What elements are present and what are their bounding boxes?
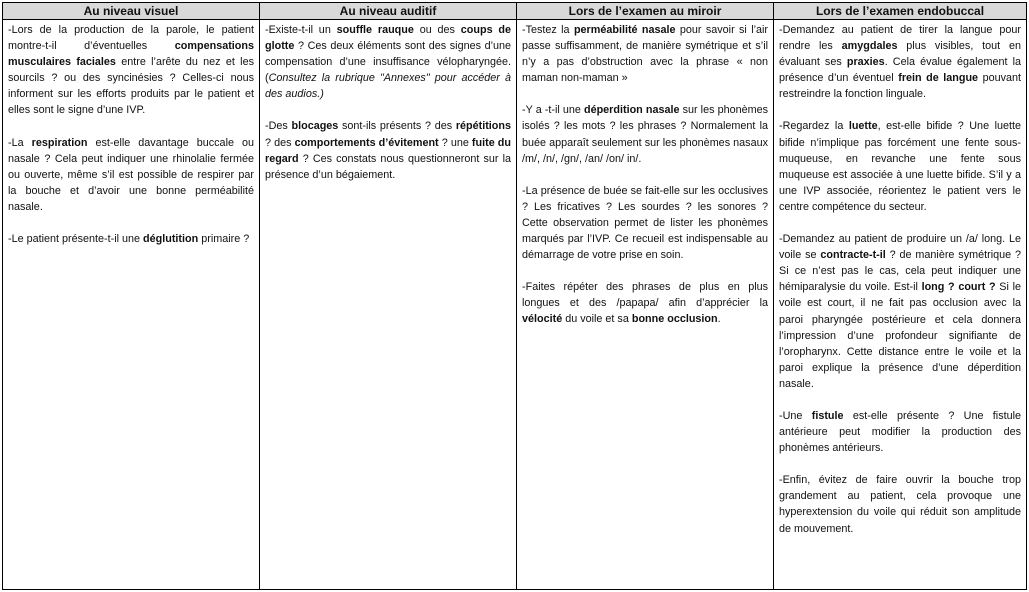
text-run: plus visibles, tout en évaluant ses: [779, 40, 1021, 69]
header-auditory: Au niveau auditif: [260, 3, 517, 20]
bold-term: bonne occlusion: [631, 313, 718, 326]
cell-paragraph: [265, 22, 511, 102]
text-run: Consultez la rubrique "Annexes" pour accéder à des audios.): [265, 72, 511, 101]
cell-paragraph: [265, 118, 511, 182]
bold-term: luette: [848, 120, 878, 133]
text-run: -Demandez au patient de produire un /a/ long. Le voile se: [779, 233, 1021, 262]
bold-term: compensations musculaires faciales: [8, 40, 254, 69]
text-run: -La: [8, 136, 32, 149]
text-run: -Des: [265, 120, 292, 133]
cell-oral-exam: [774, 20, 1027, 590]
cell-paragraph: [522, 22, 768, 86]
cell-paragraph: [522, 102, 768, 166]
cell-auditory: [260, 20, 517, 590]
bold-term: souffle rauque: [336, 24, 414, 36]
bold-term: vélocité: [522, 313, 563, 326]
cell-paragraph: [779, 408, 1021, 456]
cell-paragraph: [522, 183, 768, 263]
bold-term: déglutition: [143, 233, 199, 246]
text-run: ? Ces deux éléments sont des signes d’une compensation d’une insuffisance vélopharyngée. (: [265, 40, 511, 85]
cell-paragraph: [8, 135, 254, 215]
text-run: -Une: [779, 409, 812, 422]
text-run: ? une: [438, 136, 472, 149]
bold-term: coups de glotte: [265, 24, 512, 53]
bold-term: blocages: [291, 120, 339, 133]
header-oral-exam: Lors de l’examen endobuccal: [774, 3, 1027, 20]
bold-term: perméabilité nasale: [573, 24, 676, 36]
text-run: ? Ces constats nous questionneront sur la présence d’un bégaiement.: [265, 152, 511, 181]
text-run: ? de manière symétrique ? Si ce n’est pas le cas, cela peut indiquer une hémiparalysie du voile. Est-il: [779, 249, 1022, 294]
text-run: . Cela évalue également la présence d’un éventuel: [779, 56, 1021, 85]
bold-term: fuite du regard: [265, 136, 511, 165]
bold-term: respiration: [31, 136, 88, 149]
text-run: ? des: [265, 136, 295, 149]
text-run: pour savoir si l’air passe suffisamment, de manière symétrique et s’il n’y a pas d’obstruction avec la phrase « non maman non-maman »: [522, 24, 768, 85]
text-run: primaire ?: [198, 233, 250, 246]
cell-paragraph: [779, 118, 1021, 215]
text-run: est-elle présente ? Une fistule antérieure peut modifier la production des phonèmes antérieurs.: [779, 409, 1021, 455]
text-run: est-elle davantage buccale ou nasale ? Cela peut indiquer une rhinolalie fermée ou ouverte, même s’il est possible de respirer par la bouche et d’avoir une bonne perméabilité nasale.: [8, 136, 254, 213]
cell-mirror-exam: [517, 20, 774, 590]
content-row: [3, 20, 1027, 590]
cell-visual: [3, 20, 260, 590]
cell-paragraph: [522, 279, 768, 327]
text-run: -Faites répéter des phrases de plus en plus longues et des /papapa/ afin d’apprécier la: [522, 281, 768, 310]
text-run: -Enfin, évitez de faire ouvrir la bouche trop grandement au patient, cela provoque une hyperextension du voile qui réduit son amplitude de mouvement.: [779, 474, 1021, 535]
text-run: -Regardez la: [779, 120, 849, 133]
text-run: pouvant restreindre la fonction linguale.: [779, 72, 1022, 101]
cell-paragraph: [8, 231, 254, 247]
bold-term: amygdales: [841, 40, 898, 53]
cell-paragraph: [779, 472, 1021, 536]
text-run: -Lors de la production de la parole, le patient montre-t-il d’éventuelles: [8, 24, 254, 53]
cell-paragraph: [8, 22, 254, 119]
bold-term: comportements d’évitement: [294, 136, 439, 149]
text-run: -Existe-t-il un: [265, 24, 337, 36]
text-run: -La présence de buée se fait-elle sur les occlusives ? Les fricatives ? Les sourdes ? les sonores ? Cette observation permet de lister les phonèmes marqués par l’IVP. Ce recueil est indispensable au démarrage de votre prise en soin.: [522, 184, 768, 262]
header-row: [3, 3, 1027, 20]
text-run: -Y a -t-il une: [522, 104, 584, 117]
text-run: du voile et sa: [562, 313, 632, 326]
text-run: -Le patient présente-t-il une: [8, 233, 144, 246]
text-run: -Demandez au patient de tirer la langue pour rendre les: [779, 24, 1021, 53]
bold-term: frein de langue: [898, 72, 979, 85]
text-run: sur les phonèmes isolés ? les mots ? les phrases ? Normalement la buée apparaît seulement sur les phonèmes nasaux /m/, /n/, /gn/, /an/ /on/ in/.: [522, 104, 768, 165]
bold-term: répétitions: [455, 120, 512, 133]
text-run: Si le voile est court, il ne fait pas occlusion avec la paroi pharyngée postérieure et cela donnera l’impression d’une profondeur signifiante de l’oropharynx. Cette distance entre le voile et la paroi explique la présence d’une déperdition nasale.: [779, 281, 1021, 390]
text-run: ou des: [413, 24, 461, 36]
text-run: -Testez la: [522, 24, 574, 36]
cell-paragraph: [779, 231, 1021, 392]
bold-term: déperdition nasale: [583, 104, 680, 117]
bold-term: long ? court ?: [921, 281, 996, 294]
bold-term: praxies: [846, 56, 885, 69]
bold-term: fistule: [811, 409, 844, 422]
cell-paragraph: [779, 22, 1021, 102]
header-mirror-exam: Lors de l’examen au miroir: [517, 3, 774, 20]
bold-term: contracte-t-il: [820, 249, 886, 262]
assessment-table: [2, 2, 1027, 590]
text-run: entre l’arête du nez et les sourcils ? ou des syncinésies ? Celles-ci nous informent sur les efforts produits par le patient et elles sont le signe d’une IVP.: [8, 56, 254, 117]
header-visual: Au niveau visuel: [3, 3, 260, 20]
text-run: , est-elle bifide ? Une luette bifide n’implique pas forcément une fente sous-muqueuse, en revanche une fente sous muqueuse est associée à une luette bifide. S’il y a une IVP associée, réorientez le patient vers le centre compétence du secteur.: [779, 120, 1021, 213]
text-run: .: [717, 313, 721, 326]
text-run: sont-ils présents ? des: [338, 120, 456, 133]
